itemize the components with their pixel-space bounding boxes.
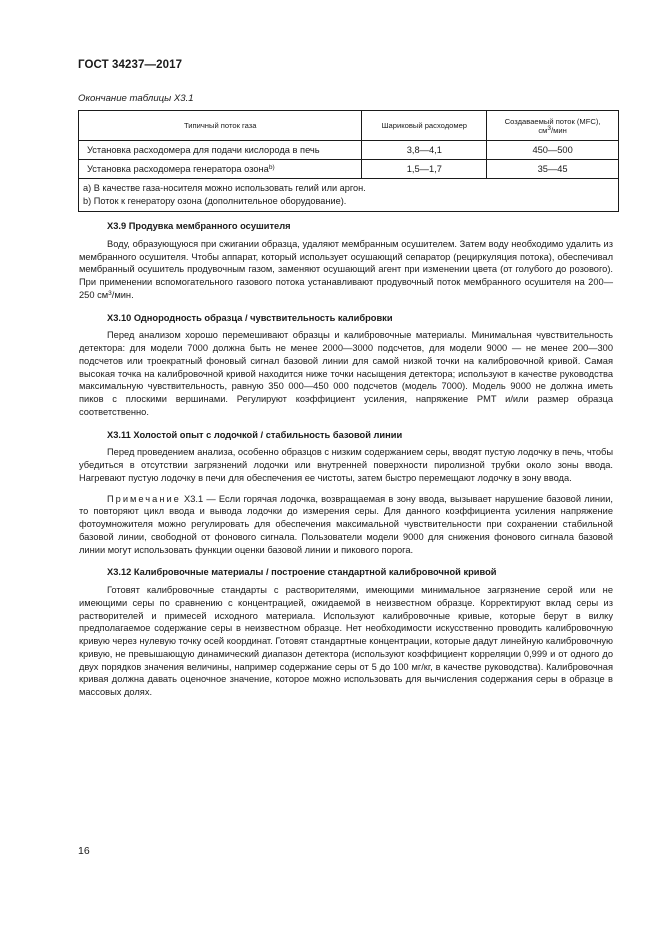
column-header-mfc-flow bbox=[487, 111, 619, 141]
mfc-header-unit: см bbox=[538, 125, 548, 135]
column-header-gas-flow: Типичный поток газа bbox=[79, 111, 362, 141]
document-header: ГОСТ 34237—2017 bbox=[78, 59, 183, 71]
section-note bbox=[79, 493, 613, 557]
table-notes bbox=[79, 179, 619, 212]
table-row bbox=[79, 141, 619, 160]
section-paragraph: Перед анализом хорошо перемешивают образцы и калибровочные материалы. Минимальная чувствительность детектора: для модели 7000 должна быть не менее 2000—3000 подсчетов, для модели 9000 — не менее 200—300 подсчетов или троекратный фоновый сигнал базовой линии для самой низкой точки на калибровочной кривой. Самая высокая точка на калибровочной кривой находится ниже точки насыщения детектора; используют в качестве руководства максимальную чувствительность, равную 350 000—450 000 подсчетов (модель 7000). Модель 9000 не должна иметь пиков с плоскими вершинами. Регулируют коэффициент усиления, напряжение PMT и/или размер образца соответственно. bbox=[79, 330, 613, 417]
section-title: Х3.9 Продувка мембранного осушителя bbox=[107, 221, 291, 231]
section-x3-11 bbox=[79, 429, 613, 557]
row-mfc-value: 450—500 bbox=[487, 141, 619, 160]
section-x3-9 bbox=[79, 220, 613, 302]
note-text: Х3.1 — Если горячая лодочка, возвращаемая в зону ввода, вызывает нарушение базовой линии, то повторяют цикл ввода и вывода лодочки до измерения серы. Для данного коэффициента усиления напряжение фотоумножителя можно регулировать для обеспечения максимальной чувствительности при сохранении стабильной базовой линии, свободной от фонового сигнала. Пользователи модели 9000 для снижения фонового сигнала базовой линии могут использовать функции оценки базовой линии и пикового порога. bbox=[79, 493, 613, 555]
mfc-header-unit-tail: /мин bbox=[551, 125, 567, 135]
row-ball-value: 3,8—4,1 bbox=[362, 141, 487, 160]
row-name: Установка расходомера для подачи кислорода в печь bbox=[79, 141, 362, 160]
section-paragraph: Готовят калибровочные стандарты с растворителями, имеющими минимальное загрязнение серой или не имеющими серы по сравнению с концентрацией, ожидаемой в неизвестном образце. Корректируют вклад серы из растворителей и примесей исходного материала. Используют калибровочные кривые, которые берут в вилку предполагаемое содержание серы в неизвестном образце. Нет необходимости искусственно проводить калибровочную кривую через нулевую точку осей координат. Готовят стандартные концентрации, которые дадут линейную калибровочную кривую, не превышающую динамический диапазон детектора (используют коэффициент корреляции 0,999 и от одного до двух порядков значения величины, например содержание серы от 5 до 100 мг/кг, в качестве руководства). Калибровочная кривая должна давать оценочное значение, которое можно использовать для вычисления содержания серы в образце в массовых долях. bbox=[79, 585, 613, 697]
column-header-ball-flowmeter: Шариковый расходомер bbox=[362, 111, 487, 141]
table-note: b) Поток к генератору озона (дополнительное оборудование). bbox=[83, 195, 347, 206]
row-mfc-value: 35—45 bbox=[487, 160, 619, 179]
section-paragraph: Перед проведением анализа, особенно образцов с низким содержанием серы, вводят пустую лодочку в печь, чтобы убедиться в отсутствии загрязнений лодочки или внутренней поверхности пиролизной трубки около зоны ввода. Нагревают пустую лодочку в печи для обеспечения ее чистоты, затем быстро перемещают лодочку в зону ввода. bbox=[79, 447, 613, 483]
row-ball-value: 1,5—1,7 bbox=[362, 160, 487, 179]
row-footnote-ref: b) bbox=[268, 164, 275, 171]
unit-superscript: 3 bbox=[108, 289, 112, 297]
table-header-row bbox=[79, 111, 619, 141]
section-title: Х3.10 Однородность образца / чувствительность калибровки bbox=[107, 312, 393, 323]
section-x3-12 bbox=[79, 566, 613, 699]
mfc-header-line1: Создаваемый поток (MFC), bbox=[504, 116, 601, 126]
page-number: 16 bbox=[78, 845, 90, 857]
table-note: a) В качестве газа-носителя можно использовать гелий или аргон. bbox=[83, 183, 366, 193]
section-x3-10 bbox=[79, 312, 613, 419]
mfc-header-unit-sup: 3 bbox=[547, 124, 552, 132]
document-body bbox=[79, 220, 613, 709]
row-name: Установка расходомера генератора озона$^{b)}$ bbox=[79, 160, 362, 179]
table-caption: Окончание таблицы Х3.1 bbox=[78, 93, 194, 104]
note-label: Примечание bbox=[107, 493, 181, 504]
section-paragraph: Воду, образующуюся при сжигании образца, удаляют мембранным осушителем. Затем воду необходимо удалить из мембранного осушителя. Чтобы аппарат, который использует осушающий сепаратор (рециркуляция потока), обеспечивал мембранный осушитель продувочным газом, заменяют осушающий агент при изменении цвета (от голубого до розового). При применении вспомогательного газового потока устанавливают продувочный поток мембранного осушителя на 200—250 $см^3$/мин. bbox=[79, 238, 613, 300]
table-notes-row bbox=[79, 179, 619, 212]
section-title: Х3.12 Калибровочные материалы / построение стандартной калибровочной кривой bbox=[107, 567, 497, 578]
gas-flow-table bbox=[78, 110, 619, 212]
table-row bbox=[79, 160, 619, 179]
section-title: Х3.11 Холостой опыт с лодочкой / стабильность базовой линии bbox=[107, 429, 403, 440]
